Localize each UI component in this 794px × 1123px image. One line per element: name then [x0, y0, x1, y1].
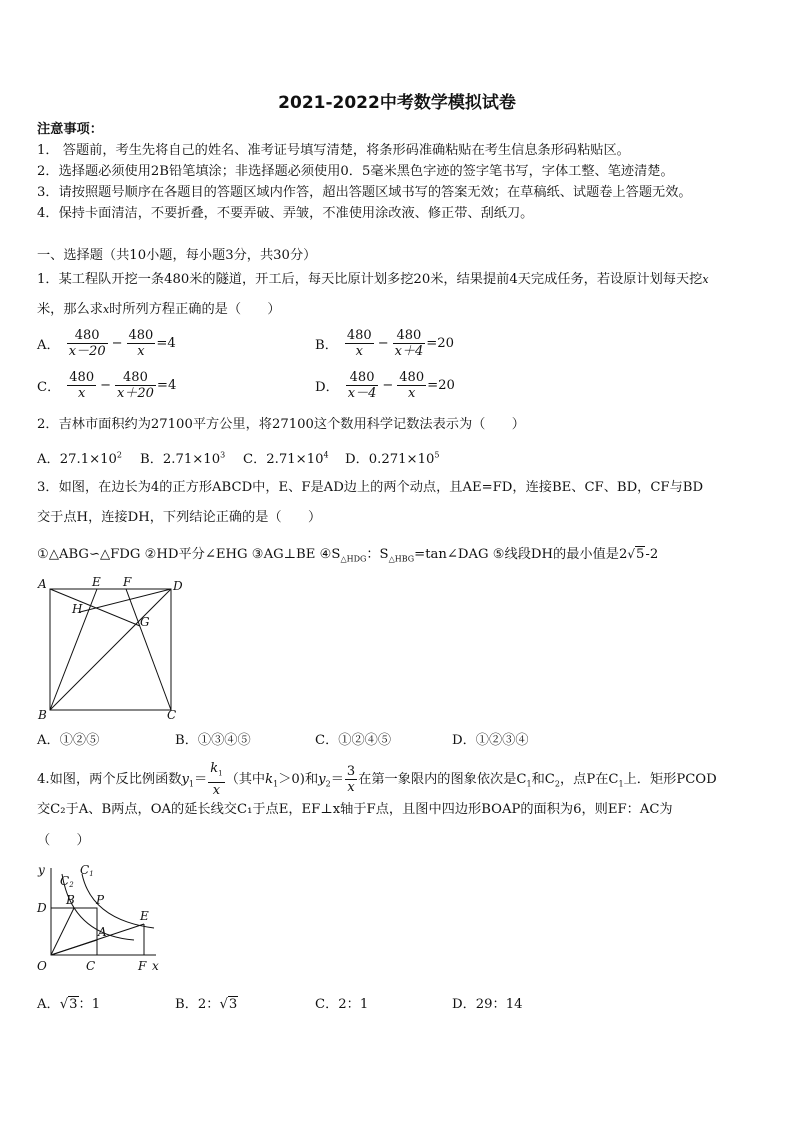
segment-ob	[51, 908, 74, 955]
q2-option-a: A．$27.1\times 10^2$	[37, 450, 123, 467]
fraction: $\frac{480}{x}$	[399, 370, 425, 401]
fraction: $\frac{480}{x}$	[128, 328, 154, 359]
label-p: P	[96, 893, 105, 907]
q1-option-d: D． $\frac{480}{x-4}$ − $\frac{480}{x}$ =20	[315, 370, 455, 401]
q4-stem-line2: 交C₂于A、B两点，OA的延长线交C₁于点E，EF⊥x轴于F点，且图中四边形BOAP的面积为6，则EF：AC为	[37, 802, 673, 817]
label-f: F	[123, 576, 132, 589]
q1-stem-line2: 米，那么求x时所列方程正确的是（ ）	[37, 302, 281, 317]
q4-option-a: A．√3：1	[37, 997, 101, 1012]
q4-stem-line1: 4.如图，两个反比例函数$y_1=$ $\frac{k_1}{x}$ （其中$k_1>0$)和$y_2=$ $\frac{3}{x}$ 在第一象限内的图象依次是$C_1$和$C_2$，点P在$C_1$上．矩形PCOD	[37, 761, 717, 798]
q4-stem-line3: （ ）	[37, 833, 90, 848]
segment-bd	[50, 589, 171, 710]
label-c: C	[167, 708, 177, 722]
page-title: 2021-2022中考数学模拟试卷	[278, 93, 516, 113]
fraction: $\frac{480}{x+20}$	[117, 370, 154, 401]
q2-option-c: C．$2.71\times 10^4$	[243, 450, 329, 467]
label-y: y	[38, 863, 45, 877]
section-heading: 一、选择题（共10小题，每小题3分，共30分）	[37, 248, 317, 263]
q4-option-b: B．2：√3	[175, 997, 238, 1012]
q3-option-b: B．①③④⑤	[175, 733, 251, 748]
fraction: $\frac{k_1}{x}$	[210, 761, 223, 798]
label-b: B	[66, 893, 75, 907]
label-d: D	[37, 901, 47, 915]
fraction: $\frac{480}{x}$	[346, 328, 372, 359]
fraction: $\frac{480}{x}$	[69, 370, 95, 401]
label-a: A	[98, 925, 107, 939]
notice-item-4: 4．保持卡面清洁，不要折叠，不要弄破、弄皱，不准使用涂改液、修正带、刮纸刀。	[37, 206, 534, 221]
q3-option-c: C．①②④⑤	[315, 733, 392, 748]
label-f: F	[138, 959, 147, 973]
q2-option-b: B．$2.71\times 10^3$	[140, 450, 226, 467]
q3-conclusions: ①△ABG∽△FDG ②HD平分∠EHG ③AG⊥BE $④S_{\triangle HDG}$：$S_{\triangle HBG}=\tan\angle DAG$ ⑤线段DH的最小值是2√5-2	[37, 547, 659, 564]
label-c2: C2	[60, 874, 74, 889]
notice-heading: 注意事项：	[37, 122, 103, 137]
fraction: $\frac{480}{x+4}$	[394, 328, 424, 359]
q3-option-a: A．①②⑤	[37, 733, 100, 748]
q3-square-figure	[34, 576, 184, 726]
label-o: O	[37, 959, 47, 973]
segment-dh	[80, 589, 171, 612]
fraction: $\frac{480}{x-20}$	[68, 328, 106, 359]
q2-option-d: D．$0.271\times 10^5$	[345, 450, 440, 467]
label-h: H	[72, 602, 83, 616]
label-c: C	[86, 959, 96, 973]
label-e: E	[140, 909, 149, 923]
segment-cf	[126, 589, 171, 710]
q1-option-a: A． $\frac{480}{x-20}$ − $\frac{480}{x}$ =4	[37, 328, 176, 359]
label-x: x	[152, 959, 159, 973]
label-c1: C1	[80, 863, 94, 878]
label-g: G	[140, 615, 150, 629]
q1-stem-line1: 1．某工程队开挖一条480米的隧道，开工后，每天比原计划多挖20米，结果提前4天完成任务，若设原计划每天挖$^x$	[37, 272, 709, 287]
q2-stem: 2．吉林市面积约为27100平方公里，将27100这个数用科学记数法表示为（ ）	[37, 417, 525, 432]
q4-option-c: C．2：1	[315, 997, 369, 1012]
notice-item-3: 3．请按照题号顺序在各题目的答题区域内作答，超出答题区域书写的答案无效；在草稿纸、试题卷上答题无效。	[37, 185, 692, 200]
notice-item-2: 2．选择题必须使用2B铅笔填涂；非选择题必须使用0．5毫米黑色字迹的签字笔书写，字体工整、笔迹清楚。	[37, 164, 674, 179]
q3-stem-line2: 交于点H，连接DH，下列结论正确的是（ ）	[37, 510, 322, 525]
label-e: E	[92, 576, 101, 589]
q3-stem-line1: 3．如图，在边长为4的正方形ABCD中，E、F是AD边上的两个动点，且AE=FD，连接BE、CF、BD，CF与BD	[37, 480, 704, 495]
fraction: $\frac{3}{x}$	[346, 763, 356, 795]
label-d: D	[173, 579, 183, 593]
label-a: A	[38, 577, 47, 591]
q3-option-d: D．①②③④	[452, 733, 529, 748]
segment-oa	[51, 940, 97, 955]
label-b: B	[38, 708, 47, 722]
fraction: $\frac{480}{x-4}$	[347, 370, 377, 401]
notice-item-1: 1． 答题前，考生先将自己的姓名、准考证号填写清楚，将条形码准确粘贴在考生信息条形码粘贴区。	[37, 143, 630, 158]
q4-hyperbola-figure	[34, 860, 164, 976]
q1-option-b: B． $\frac{480}{x}$ − $\frac{480}{x+4}$ =20	[315, 328, 455, 359]
q1-option-c: C． $\frac{480}{x}$ − $\frac{480}{x+20}$ =4	[37, 370, 177, 401]
q4-option-d: D．29：14	[452, 997, 523, 1012]
